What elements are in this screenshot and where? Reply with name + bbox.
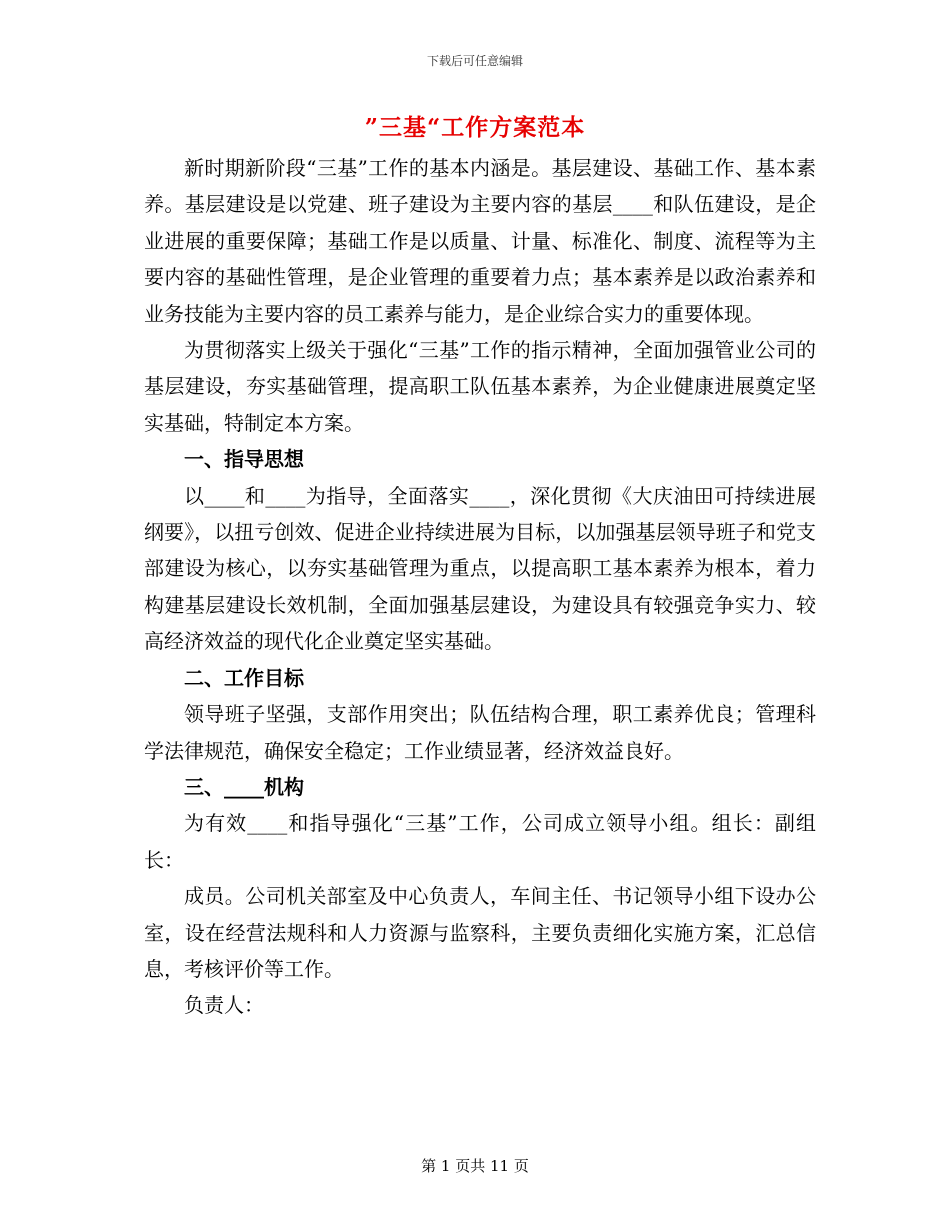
document-body (144, 150, 816, 1024)
section-heading-guiding-ideology: 一、指导思想 (184, 447, 304, 472)
work-goals-paragraph: 领导班子坚强，支部作用突出；队伍结构合理，职工素养优良；管理科学法律规范，确保安全稳定；工作业绩显著，经济效益良好。 (144, 702, 816, 763)
section-heading-organization: 三、____机构 (184, 774, 304, 799)
intro-paragraph-1: 新时期新阶段“三基”工作的基本内涵是。基层建设、基础工作、基本素养。基层建设是以党建、班子建设为主要内容的基层____和队伍建设，是企业进展的重要保障；基础工作是以质量、计量、标准化、制度、流程等为主要内容的基础性管理，是企业管理的重要着力点；基本素养是以政治素养和业务技能为主要内容的员工素养与能力，是企业综合实力的重要体现。 (144, 156, 816, 326)
members-paragraph: 成员。公司机关部室及中心负责人，车间主任、书记领导小组下设办公室，设在经营法规科和人力资源与监察科，主要负责细化实施方案，汇总信息，考核评价等工作。 (144, 884, 816, 981)
intro-paragraph-2: 为贯彻落实上级关于强化“三基”工作的指示精神，全面加强管业公司的基层建设，夯实基础管理，提高职工队伍基本素养，为企业健康进展奠定坚实基础，特制定本方案。 (144, 338, 816, 435)
guiding-ideology-paragraph: 以____和____为指导，全面落实____，深化贯彻《大庆油田可持续进展纲要》，以扭亏创效、促进企业持续进展为目标，以加强基层领导班子和党支部建设为核心，以夯实基础管理为重点，以提高职工基本素养为根本，着力构建基层建设长效机制，全面加强基层建设，为建设具有较强竞争实力、较高经济效益的现代化企业奠定坚实基础。 (144, 483, 816, 654)
organization-paragraph: 为有效____和指导强化“三基”工作，公司成立领导小组。组长：副组长： (144, 811, 816, 872)
section-heading-work-goals: 二、工作目标 (184, 665, 304, 690)
page-footer: 第 1 页共 11 页 (421, 1157, 529, 1175)
responsible-person-paragraph: 负责人： (184, 993, 264, 1018)
document-title: ”三基“工作方案范本 (364, 114, 586, 141)
page-header: 下载后可任意编辑 (426, 54, 523, 68)
